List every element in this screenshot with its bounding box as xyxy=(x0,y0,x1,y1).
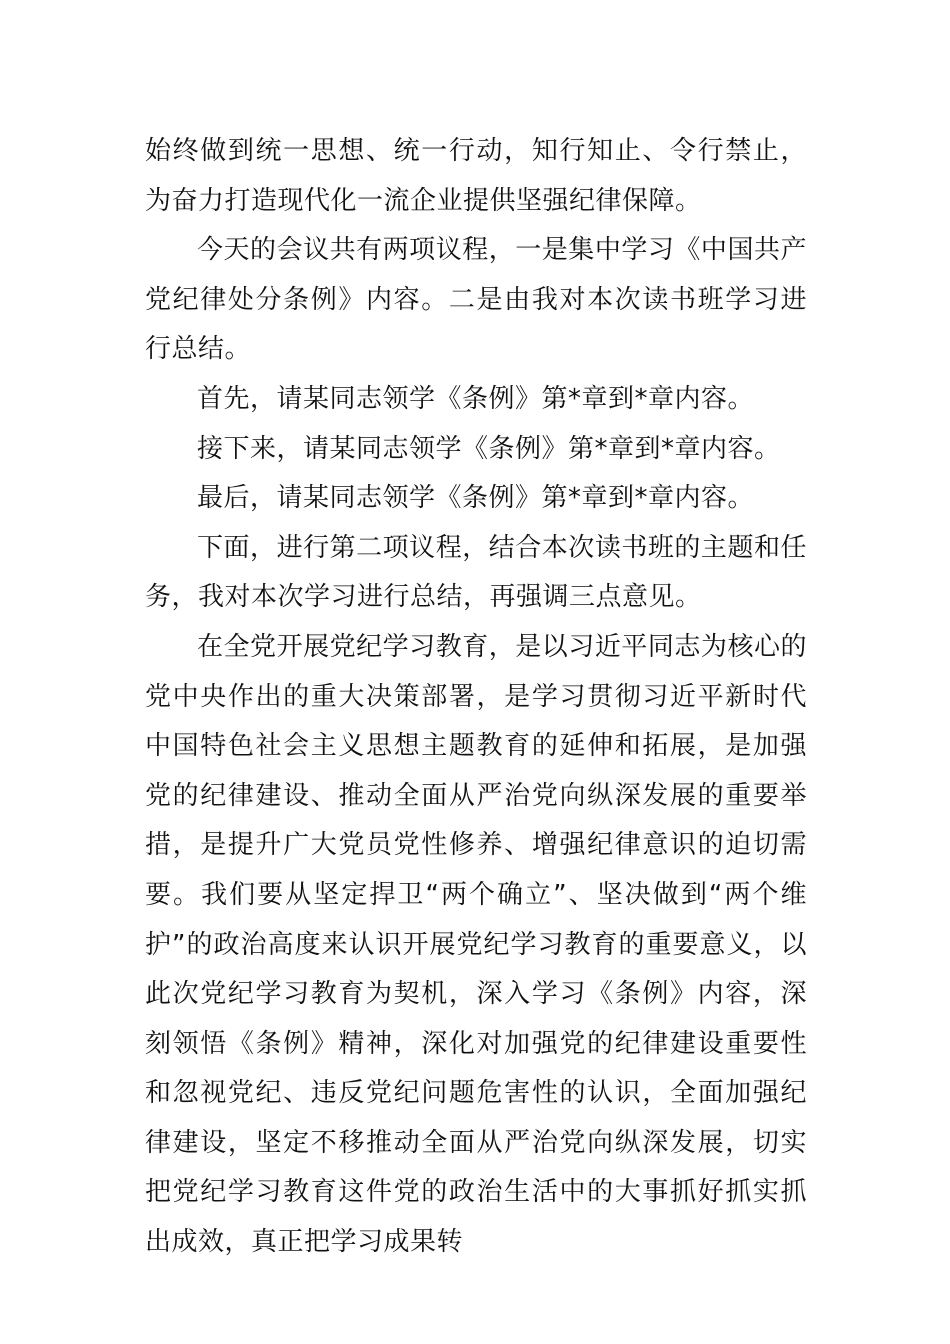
paragraph-agenda: 今天的会议共有两项议程，一是集中学习《中国共产党纪律处分条例》内容。二是由我对本次读书班学习进行总结。 xyxy=(145,235,807,365)
paragraph-discipline-education: 在全党开展党纪学习教育，是以习近平同志为核心的党中央作出的重大决策部署，是学习贯彻习近平新时代中国特色社会主义思想主题教育的延伸和拓展，是加强党的纪律建设、推动全面从严治党向纵深发展的重要举措，是提升广大党员党性修养、增强纪律意识的迫切需要。我们要从坚定捍卫“两个确立”、坚决做到“两个维护”的政治高度来认识开展党纪学习教育的重要意义，以此次党纪学习教育为契机，深入学习《条例》内容，深刻领悟《条例》精神，深化对加强党的纪律建设重要性和忽视党纪、违反党纪问题危害性的认识，全面加强纪律建设，坚定不移推动全面从严治党向纵深发展，切实把党纪学习教育这件党的政治生活中的大事抓好抓实抓出成效，真正把学习成果转 xyxy=(145,631,807,1258)
document-body xyxy=(145,127,807,1268)
paragraph-last-reader: 最后，请某同志领学《条例》第*章到*章内容。 xyxy=(197,483,755,514)
paragraph-first-reader: 首先，请某同志领学《条例》第*章到*章内容。 xyxy=(197,383,755,414)
paragraph-second-agenda: 下面，进行第二项议程，结合本次读书班的主题和任务，我对本次学习进行总结，再强调三点意见。 xyxy=(145,532,807,613)
paragraph-continuation: 始终做到统一思想、统一行动，知行知止、令行禁止，为奋力打造现代化一流企业提供坚强纪律保障。 xyxy=(145,136,807,216)
paragraph-next-reader: 接下来，请某同志领学《条例》第*章到*章内容。 xyxy=(197,433,781,464)
